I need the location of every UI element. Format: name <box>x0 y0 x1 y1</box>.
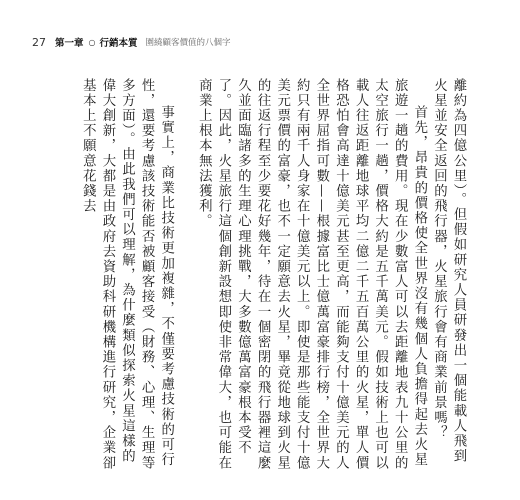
chapter-title: 行銷本質 <box>99 38 138 49</box>
paragraph: 離約為四億公里）。但假如研究人員研發出一個能載人飛到火星並安全返回的飛行器，火星旅行會有商業前景嗎？ <box>431 78 466 464</box>
page-number: 27 <box>32 35 46 49</box>
paragraph: 首先，昂貴的價格使全世界沒有幾個人負擔得起去火星旅遊一趟的費用。現在少數富人可以去距離地表九十公里的太空旅行一趟，價格大約是五千萬美元。假如技術上也可以載人往返距離地球平均二億二千五百萬公里的火星，單人價格恐怕會高達十億美元甚至更高，而能夠支付十億美元的人全世界屈指可數——根據富比士億萬富豪排行榜，全世界大約只有兩千人身家在十億美元以上。即使是那些能支付十億美元票價的富豪，也不一定願意去火星，畢竟從地球到火星的往返行程至少要花好幾年，待在一個密閉的飛行器裡這麼久並面臨諸多的生理心理挑戰，大多數億萬富豪根本受不了。因此，火星旅行這個創新設想即使非常偉大，也可能在商業上根本無法獲利。 <box>196 78 427 471</box>
running-header <box>32 33 231 51</box>
paragraph: 事實上，商業比技術更加複雜，不僅要考慮技術的可行性，還要考慮該技術能否被顧客接受（財務、心理、生理等多方面）。由此我們可以理解，為什麼類似探索火星這樣的偉大創新，大都是由政府去資助科研機構進行研究，企業卻基本上不願意花錢去 <box>80 78 174 471</box>
circle-separator-icon: ○ <box>88 37 96 47</box>
chapter-subtitle: 圍繞顧客價值的八個字 <box>145 38 231 48</box>
chapter-label: 第一章 <box>55 38 84 49</box>
body-text <box>80 78 468 478</box>
